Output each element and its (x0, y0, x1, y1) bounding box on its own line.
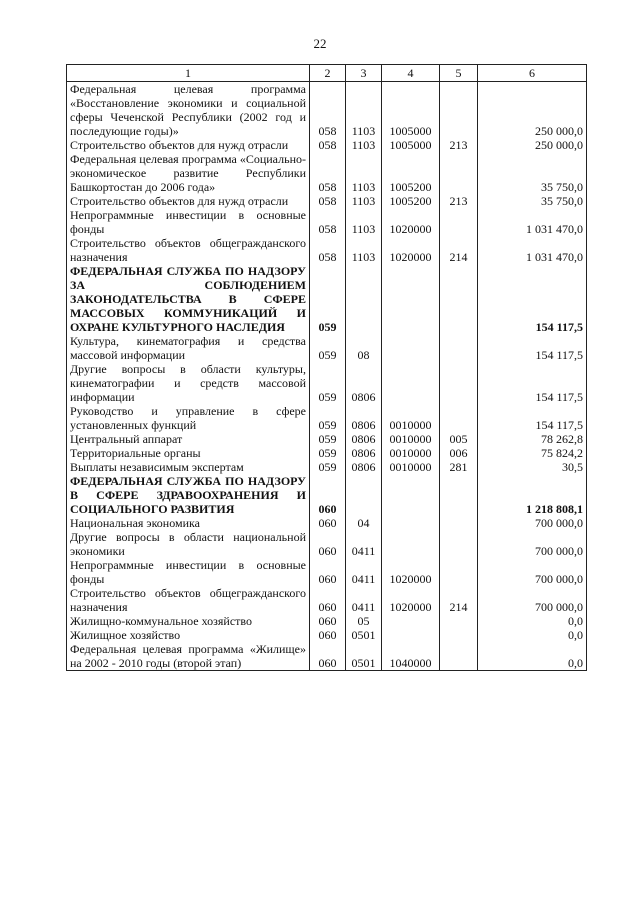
row-col4-cell: 1020000 (382, 586, 440, 614)
row-amount-cell: 700 000,0 (478, 586, 587, 614)
row-col2-cell: 058 (310, 152, 346, 194)
row-amount-cell: 250 000,0 (478, 138, 587, 152)
row-col2-cell: 058 (310, 236, 346, 264)
row-col5-cell: 005 (440, 432, 478, 446)
row-col3-cell: 1103 (346, 208, 382, 236)
row-col3-cell: 0806 (346, 362, 382, 404)
row-name-cell: Жилищное хозяйство (67, 628, 310, 642)
row-amount-cell: 30,5 (478, 460, 587, 474)
row-col5-cell (440, 334, 478, 362)
table-row (67, 152, 587, 194)
row-col3-cell: 1103 (346, 82, 382, 139)
row-col5-cell (440, 516, 478, 530)
row-col3-cell: 0806 (346, 446, 382, 460)
row-col5-cell: 006 (440, 446, 478, 460)
row-col4-cell: 0010000 (382, 446, 440, 460)
table-row (67, 194, 587, 208)
row-col4-cell: 1005200 (382, 152, 440, 194)
header-row (67, 65, 587, 82)
row-col2-cell: 060 (310, 642, 346, 671)
row-col3-cell: 1103 (346, 236, 382, 264)
row-name-cell: Федеральная целевая программа «Социально-экономическое развитие Республики Башкортостан до 2006 года» (67, 152, 310, 194)
row-col3-cell: 04 (346, 516, 382, 530)
row-col3-cell: 0501 (346, 628, 382, 642)
row-amount-cell: 1 218 808,1 (478, 474, 587, 516)
row-col4-cell: 0010000 (382, 432, 440, 446)
row-amount-cell: 154 117,5 (478, 404, 587, 432)
row-amount-cell: 35 750,0 (478, 194, 587, 208)
row-col4-cell: 1020000 (382, 558, 440, 586)
column-header-4: 4 (382, 65, 440, 82)
column-header-6: 6 (478, 65, 587, 82)
row-col4-cell: 1040000 (382, 642, 440, 671)
row-name-cell: ФЕДЕРАЛЬНАЯ СЛУЖБА ПО НАДЗОРУ ЗА СОБЛЮДЕНИЕМ ЗАКОНОДАТЕЛЬСТВА В СФЕРЕ МАССОВЫХ КОММУНИКАЦИЙ И ОХРАНЕ КУЛЬТУРНОГО НАСЛЕДИЯ (67, 264, 310, 334)
row-col2-cell: 058 (310, 138, 346, 152)
row-col2-cell: 059 (310, 334, 346, 362)
table-row (67, 208, 587, 236)
table-row (67, 628, 587, 642)
table-row (67, 264, 587, 334)
row-col2-cell: 059 (310, 264, 346, 334)
row-name-cell: ФЕДЕРАЛЬНАЯ СЛУЖБА ПО НАДЗОРУ В СФЕРЕ ЗДРАВООХРАНЕНИЯ И СОЦИАЛЬНОГО РАЗВИТИЯ (67, 474, 310, 516)
table-row (67, 362, 587, 404)
row-name-cell: Выплаты независимым экспертам (67, 460, 310, 474)
row-col4-cell: 0010000 (382, 460, 440, 474)
table-row (67, 82, 587, 139)
table-row (67, 138, 587, 152)
row-col2-cell: 059 (310, 446, 346, 460)
row-name-cell: Непрограммные инвестиции в основные фонды (67, 208, 310, 236)
row-amount-cell: 154 117,5 (478, 264, 587, 334)
row-col5-cell (440, 208, 478, 236)
row-col3-cell: 0411 (346, 586, 382, 614)
row-col4-cell (382, 474, 440, 516)
row-name-cell: Центральный аппарат (67, 432, 310, 446)
row-col4-cell: 1020000 (382, 208, 440, 236)
row-col3-cell: 0806 (346, 432, 382, 446)
row-col4-cell (382, 362, 440, 404)
row-name-cell: Строительство объектов общегражданского назначения (67, 236, 310, 264)
row-col5-cell (440, 264, 478, 334)
row-col5-cell: 213 (440, 194, 478, 208)
row-col2-cell: 058 (310, 194, 346, 208)
table-row (67, 460, 587, 474)
row-col3-cell (346, 474, 382, 516)
row-name-cell: Другие вопросы в области культуры, кинематографии и средств массовой информации (67, 362, 310, 404)
table-row (67, 474, 587, 516)
row-col2-cell: 060 (310, 474, 346, 516)
row-name-cell: Культура, кинематография и средства массовой информации (67, 334, 310, 362)
row-name-cell: Жилищно-коммунальное хозяйство (67, 614, 310, 628)
table-row (67, 236, 587, 264)
row-col4-cell: 1005200 (382, 194, 440, 208)
row-col4-cell: 1005000 (382, 138, 440, 152)
row-col5-cell (440, 642, 478, 671)
table-row (67, 586, 587, 614)
row-col5-cell (440, 82, 478, 139)
row-amount-cell: 250 000,0 (478, 82, 587, 139)
row-name-cell: Территориальные органы (67, 446, 310, 460)
row-col4-cell (382, 334, 440, 362)
row-col2-cell: 059 (310, 404, 346, 432)
row-col4-cell: 1020000 (382, 236, 440, 264)
row-col4-cell: 1005000 (382, 82, 440, 139)
row-col2-cell: 060 (310, 516, 346, 530)
row-col5-cell: 214 (440, 236, 478, 264)
row-col5-cell (440, 404, 478, 432)
table-row (67, 516, 587, 530)
table-row (67, 614, 587, 628)
row-col4-cell (382, 264, 440, 334)
row-col3-cell: 0501 (346, 642, 382, 671)
row-col4-cell: 0010000 (382, 404, 440, 432)
row-col4-cell (382, 628, 440, 642)
row-col5-cell (440, 362, 478, 404)
row-col5-cell (440, 614, 478, 628)
row-amount-cell: 1 031 470,0 (478, 208, 587, 236)
row-col5-cell (440, 558, 478, 586)
row-col2-cell: 060 (310, 628, 346, 642)
row-name-cell: Федеральная целевая программа «Восстановление экономики и социальной сферы Чеченской Республики (2002 год и последующие годы)» (67, 82, 310, 139)
row-col5-cell (440, 152, 478, 194)
row-col2-cell: 059 (310, 362, 346, 404)
table-row (67, 334, 587, 362)
budget-table (66, 64, 587, 671)
row-col3-cell: 0806 (346, 460, 382, 474)
row-col5-cell: 281 (440, 460, 478, 474)
table-body (67, 82, 587, 671)
row-col2-cell: 058 (310, 82, 346, 139)
row-name-cell: Руководство и управление в сфере установленных функций (67, 404, 310, 432)
row-col5-cell (440, 530, 478, 558)
row-name-cell: Строительство объектов для нужд отрасли (67, 194, 310, 208)
row-amount-cell: 154 117,5 (478, 334, 587, 362)
column-header-1: 1 (67, 65, 310, 82)
page-number: 22 (313, 36, 327, 51)
row-col3-cell (346, 264, 382, 334)
row-col3-cell: 08 (346, 334, 382, 362)
table-row (67, 558, 587, 586)
row-amount-cell: 1 031 470,0 (478, 236, 587, 264)
row-col3-cell: 1103 (346, 194, 382, 208)
row-amount-cell: 0,0 (478, 628, 587, 642)
row-col5-cell (440, 474, 478, 516)
row-name-cell: Непрограммные инвестиции в основные фонды (67, 558, 310, 586)
row-col5-cell (440, 628, 478, 642)
row-col2-cell: 058 (310, 208, 346, 236)
row-col4-cell (382, 614, 440, 628)
row-col5-cell: 214 (440, 586, 478, 614)
row-amount-cell: 35 750,0 (478, 152, 587, 194)
row-col5-cell: 213 (440, 138, 478, 152)
row-name-cell: Строительство объектов для нужд отрасли (67, 138, 310, 152)
row-col2-cell: 060 (310, 614, 346, 628)
row-col3-cell: 0411 (346, 558, 382, 586)
column-header-5: 5 (440, 65, 478, 82)
table-row (67, 530, 587, 558)
row-col3-cell: 0806 (346, 404, 382, 432)
row-name-cell: Федеральная целевая программа «Жилище» на 2002 - 2010 годы (второй этап) (67, 642, 310, 671)
row-col4-cell (382, 530, 440, 558)
row-col3-cell: 05 (346, 614, 382, 628)
table-row (67, 642, 587, 671)
row-amount-cell: 700 000,0 (478, 530, 587, 558)
row-amount-cell: 75 824,2 (478, 446, 587, 460)
row-amount-cell: 0,0 (478, 642, 587, 671)
table-row (67, 404, 587, 432)
row-col2-cell: 059 (310, 460, 346, 474)
row-amount-cell: 700 000,0 (478, 516, 587, 530)
column-header-3: 3 (346, 65, 382, 82)
row-amount-cell: 78 262,8 (478, 432, 587, 446)
row-amount-cell: 154 117,5 (478, 362, 587, 404)
table-row (67, 432, 587, 446)
row-name-cell: Строительство объектов общегражданского назначения (67, 586, 310, 614)
row-col3-cell: 1103 (346, 138, 382, 152)
row-col2-cell: 060 (310, 558, 346, 586)
row-col3-cell: 0411 (346, 530, 382, 558)
row-col2-cell: 060 (310, 586, 346, 614)
column-header-2: 2 (310, 65, 346, 82)
row-col2-cell: 060 (310, 530, 346, 558)
row-col3-cell: 1103 (346, 152, 382, 194)
row-name-cell: Национальная экономика (67, 516, 310, 530)
table-row (67, 446, 587, 460)
row-name-cell: Другие вопросы в области национальной экономики (67, 530, 310, 558)
row-col4-cell (382, 516, 440, 530)
row-amount-cell: 700 000,0 (478, 558, 587, 586)
row-col2-cell: 059 (310, 432, 346, 446)
row-amount-cell: 0,0 (478, 614, 587, 628)
